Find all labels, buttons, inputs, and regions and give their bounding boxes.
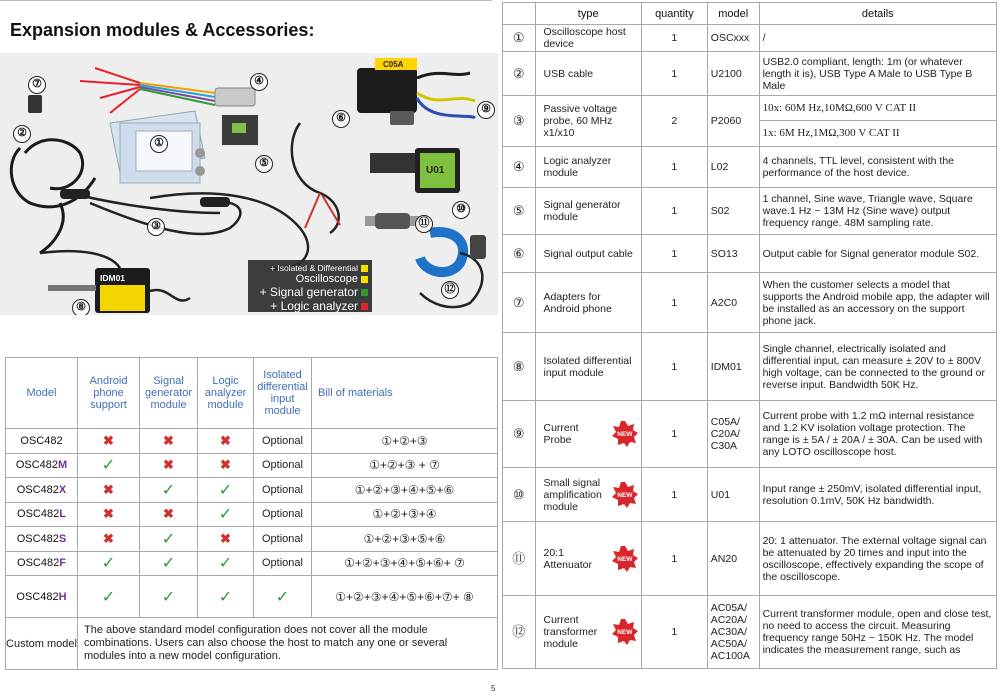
header-android: Android phone support — [78, 358, 140, 429]
siggen-cell — [140, 551, 198, 576]
isolated-cell — [254, 576, 312, 618]
table-row — [6, 527, 498, 552]
page-number: 5 — [491, 684, 496, 693]
quantity-cell: 1 — [641, 25, 707, 52]
cross-icon: ✖ — [103, 506, 114, 522]
check-icon: ✓ — [161, 530, 176, 548]
siggen-cell — [140, 453, 198, 478]
cross-icon: ✖ — [103, 481, 114, 497]
svg-text:C05A: C05A — [383, 60, 404, 69]
new-badge-icon: NEW — [612, 619, 638, 645]
table-row — [6, 453, 498, 478]
callout-6: ⑥ — [332, 110, 350, 128]
cross-icon: ✖ — [220, 457, 231, 473]
index-cell: ④ — [503, 147, 536, 188]
type-cell: 20:1 Attenuator NEW — [535, 522, 641, 596]
model-cell: S02 — [707, 188, 759, 235]
legend-signal-generator: + Signal generator — [252, 285, 368, 299]
check-icon: ✓ — [218, 506, 233, 524]
index-cell: ⑦ — [503, 273, 536, 333]
quantity-cell: 1 — [641, 52, 707, 96]
spec-row — [503, 96, 997, 147]
bom-cell: ①+②+③+④+⑤+⑥+⑦+ ⑧ — [312, 576, 498, 618]
isolated-cell: Optional — [254, 478, 312, 503]
logic-cell — [198, 551, 254, 576]
type-cell: Signal output cable — [535, 235, 641, 273]
header-quantity: quantity — [641, 3, 707, 25]
index-cell: ① — [503, 25, 536, 52]
siggen-cell — [140, 429, 198, 454]
model-cell: C05A/ C20A/ C30A — [707, 401, 759, 468]
quantity-cell: 1 — [641, 468, 707, 522]
type-cell: Oscilloscope host device — [535, 25, 641, 52]
details-cell: Output cable for Signal generator module S02. — [759, 235, 996, 273]
red-swatch-icon — [361, 303, 368, 310]
spec-row — [503, 468, 997, 522]
model-cell: U2100 — [707, 52, 759, 96]
siggen-cell — [140, 502, 198, 527]
details-1x: 1x: 6M Hz,1MΩ,300 V CAT II — [762, 127, 900, 139]
callout-1: ① — [150, 135, 168, 153]
yellow-swatch-icon — [361, 265, 368, 272]
bom-cell: ①+②+③+④+⑤+⑥+ ⑦ — [312, 551, 498, 576]
type-cell: Current transformer module NEW — [535, 596, 641, 669]
quantity-cell: 2 — [641, 96, 707, 147]
isolated-cell: Optional — [254, 527, 312, 552]
new-badge-icon: NEW — [612, 546, 638, 572]
model-cell: A2C0 — [707, 273, 759, 333]
type-cell: Adapters for Android phone — [535, 273, 641, 333]
type-cell: Current Probe NEW — [535, 401, 641, 468]
callout-7: ⑦ — [28, 76, 46, 94]
model-cell: IDM01 — [707, 333, 759, 401]
model-cell: OSC482F — [6, 551, 78, 576]
custom-model-note: The above standard model configuration does not cover all the module combinations. Users can also choose the host to match any one or several modules into a new model configuration. — [78, 618, 498, 670]
table-row — [6, 576, 498, 618]
check-icon: ✓ — [161, 555, 176, 573]
callout-8: ⑧ — [72, 299, 90, 315]
header-isolated: Isolated differential input module — [254, 358, 312, 429]
quantity-cell: 1 — [641, 333, 707, 401]
spec-row — [503, 401, 997, 468]
custom-model-label: Custom model — [6, 618, 78, 670]
android-cell — [78, 527, 140, 552]
spec-row — [503, 522, 997, 596]
details-cell: When the customer selects a model that supports the Android mobile app, the adapter will be installed as an accessory on the support phone jack. — [759, 273, 996, 333]
green-swatch-icon — [361, 289, 368, 296]
callout-11: ⑪ — [415, 215, 433, 233]
check-icon: ✓ — [275, 588, 290, 606]
logic-cell — [198, 527, 254, 552]
new-badge-icon: NEW — [612, 421, 638, 447]
index-cell: ⑨ — [503, 401, 536, 468]
details-cell: Current transformer module, open and close test, no need to access the circuit. Measuring frequency range 50Hz ~ 150K Hz. The model indicates the measurement range, such as — [759, 596, 996, 669]
logic-cell — [198, 502, 254, 527]
check-icon: ✓ — [161, 481, 176, 499]
details-cell: 4 channels, TTL level, consistent with the performance of the host device. — [759, 147, 996, 188]
logic-cell — [198, 478, 254, 503]
model-cell: OSC482X — [6, 478, 78, 503]
spec-row — [503, 235, 997, 273]
feature-legend — [248, 260, 372, 312]
model-cell: L02 — [707, 147, 759, 188]
page-title: Expansion modules & Accessories: — [10, 20, 315, 40]
index-cell: ⑫ — [503, 596, 536, 669]
accessories-photo — [0, 53, 498, 315]
index-cell: ② — [503, 52, 536, 96]
details-cell — [759, 96, 996, 147]
details-cell: / — [759, 25, 996, 52]
cross-icon: ✖ — [220, 432, 231, 448]
index-cell: ⑤ — [503, 188, 536, 235]
quantity-cell: 1 — [641, 522, 707, 596]
header-index — [503, 3, 536, 25]
right-page — [500, 0, 1000, 697]
logic-cell — [198, 576, 254, 618]
index-cell: ⑧ — [503, 333, 536, 401]
callout-5: ⑤ — [255, 155, 273, 173]
header-details: details — [759, 3, 996, 25]
model-cell: OSC482L — [6, 502, 78, 527]
cross-icon: ✖ — [103, 432, 114, 448]
android-cell — [78, 478, 140, 503]
header-model: Model — [6, 358, 78, 429]
spec-row — [503, 52, 997, 96]
android-cell — [78, 576, 140, 618]
index-cell: ⑩ — [503, 468, 536, 522]
details-cell: Single channel, electrically isolated and differential input, can measure ± 20V to ± 800V high voltage, can be connected to the ground or reverse input. Bandwidth 50K Hz. — [759, 333, 996, 401]
model-cell: U01 — [707, 468, 759, 522]
siggen-cell — [140, 576, 198, 618]
cross-icon: ✖ — [103, 530, 114, 546]
index-cell: ③ — [503, 96, 536, 147]
isolated-cell: Optional — [254, 453, 312, 478]
model-cell: OSC482S — [6, 527, 78, 552]
check-icon: ✓ — [218, 588, 233, 606]
table-row — [6, 429, 498, 454]
spec-row — [503, 596, 997, 669]
spec-row — [503, 333, 997, 401]
quantity-cell: 1 — [641, 188, 707, 235]
type-cell: Small signal amplification module NEW — [535, 468, 641, 522]
android-cell — [78, 429, 140, 454]
check-icon: ✓ — [101, 555, 116, 573]
new-badge-icon: NEW — [612, 482, 638, 508]
quantity-cell: 1 — [641, 147, 707, 188]
spec-row — [503, 25, 997, 52]
cross-icon: ✖ — [163, 432, 174, 448]
callout-10: ⑩ — [452, 201, 470, 219]
quantity-cell: 1 — [641, 401, 707, 468]
logic-cell — [198, 453, 254, 478]
legend-isolated: + Isolated & Differential — [252, 263, 368, 273]
details-cell: 1 channel, Sine wave, Triangle wave, Square wave.1 Hz ~ 13M Hz (Sine wave) output frequency range. 48M sampling rate. — [759, 188, 996, 235]
check-icon: ✓ — [218, 481, 233, 499]
page-top-rule — [0, 0, 492, 6]
details-cell: Input range ± 250mV, isolated differential input, resolution 0.1mV, 50K Hz bandwidth. — [759, 468, 996, 522]
model-cell: AC05A/ AC20A/ AC30A/ AC50A/ AC100A — [707, 596, 759, 669]
custom-model-row — [6, 618, 498, 670]
type-cell: Isolated differential input module — [535, 333, 641, 401]
svg-text:U01: U01 — [426, 165, 445, 176]
details-10x: 10x: 60M Hz,10MΩ,600 V CAT II — [760, 96, 996, 121]
isolated-cell: Optional — [254, 551, 312, 576]
details-cell: USB2.0 compliant, length: 1m (or whatever length it is), USB Type A Male to USB Type B Male — [759, 52, 996, 96]
svg-text:IDM01: IDM01 — [100, 273, 126, 283]
header-logic-analyzer: Logic analyzer module — [198, 358, 254, 429]
spec-row — [503, 188, 997, 235]
check-icon: ✓ — [101, 588, 116, 606]
index-cell: ⑪ — [503, 522, 536, 596]
isolated-cell: Optional — [254, 502, 312, 527]
android-cell — [78, 453, 140, 478]
android-cell — [78, 551, 140, 576]
legend-logic-analyzer: + Logic analyzer — [252, 299, 368, 313]
table-row — [6, 502, 498, 527]
callout-12: ⑫ — [441, 281, 459, 299]
type-cell: Passive voltage probe, 60 MHz x1/x10 — [535, 96, 641, 147]
model-cell: OSCxxx — [707, 25, 759, 52]
callout-3: ③ — [147, 218, 165, 236]
quantity-cell: 1 — [641, 273, 707, 333]
table-row — [6, 478, 498, 503]
header-bom: Bill of materials — [312, 358, 498, 429]
callout-4: ④ — [250, 73, 268, 91]
model-cell: OSC482 — [6, 429, 78, 454]
android-cell — [78, 502, 140, 527]
bom-cell: ①+②+③ + ⑦ — [312, 453, 498, 478]
model-cell: OSC482M — [6, 453, 78, 478]
header-signal-generator: Signal generator module — [140, 358, 198, 429]
bom-cell: ①+②+③+⑤+⑥ — [312, 527, 498, 552]
model-cell: P2060 — [707, 96, 759, 147]
bom-cell: ①+②+③+④ — [312, 502, 498, 527]
model-cell: SO13 — [707, 235, 759, 273]
bom-cell: ①+②+③ — [312, 429, 498, 454]
logic-cell — [198, 429, 254, 454]
model-cell: OSC482H — [6, 576, 78, 618]
type-cell: USB cable — [535, 52, 641, 96]
accessory-spec-table — [502, 2, 997, 669]
check-icon: ✓ — [101, 457, 116, 475]
check-icon: ✓ — [218, 555, 233, 573]
legend-oscilloscope: Oscilloscope — [252, 273, 368, 285]
cross-icon: ✖ — [220, 530, 231, 546]
check-icon: ✓ — [161, 588, 176, 606]
model-configuration-table — [5, 357, 498, 670]
details-cell: Current probe with 1.2 mΩ internal resistance and 1.2 KV isolation voltage protection. The range is ± 5A / ± 20A / ± 30A. Can be used with any LOTO oscilloscope host. — [759, 401, 996, 468]
header-model: model — [707, 3, 759, 25]
callout-9: ⑨ — [477, 101, 495, 119]
siggen-cell — [140, 478, 198, 503]
siggen-cell — [140, 527, 198, 552]
cross-icon: ✖ — [163, 457, 174, 473]
quantity-cell: 1 — [641, 596, 707, 669]
table-row — [6, 551, 498, 576]
index-cell: ⑥ — [503, 235, 536, 273]
bom-cell: ①+②+③+④+⑤+⑥ — [312, 478, 498, 503]
spec-row — [503, 273, 997, 333]
header-type: type — [535, 3, 641, 25]
spec-row — [503, 147, 997, 188]
type-cell: Logic analyzer module — [535, 147, 641, 188]
type-cell: Signal generator module — [535, 188, 641, 235]
cross-icon: ✖ — [163, 506, 174, 522]
isolated-cell: Optional — [254, 429, 312, 454]
yellow-swatch-icon — [361, 276, 368, 283]
details-cell: 20: 1 attenuator. The external voltage signal can be attenuated by 20 times and input into the oscilloscope, effectively expanding the scope of the oscilloscope. — [759, 522, 996, 596]
callout-2: ② — [13, 125, 31, 143]
quantity-cell: 1 — [641, 235, 707, 273]
model-cell: AN20 — [707, 522, 759, 596]
